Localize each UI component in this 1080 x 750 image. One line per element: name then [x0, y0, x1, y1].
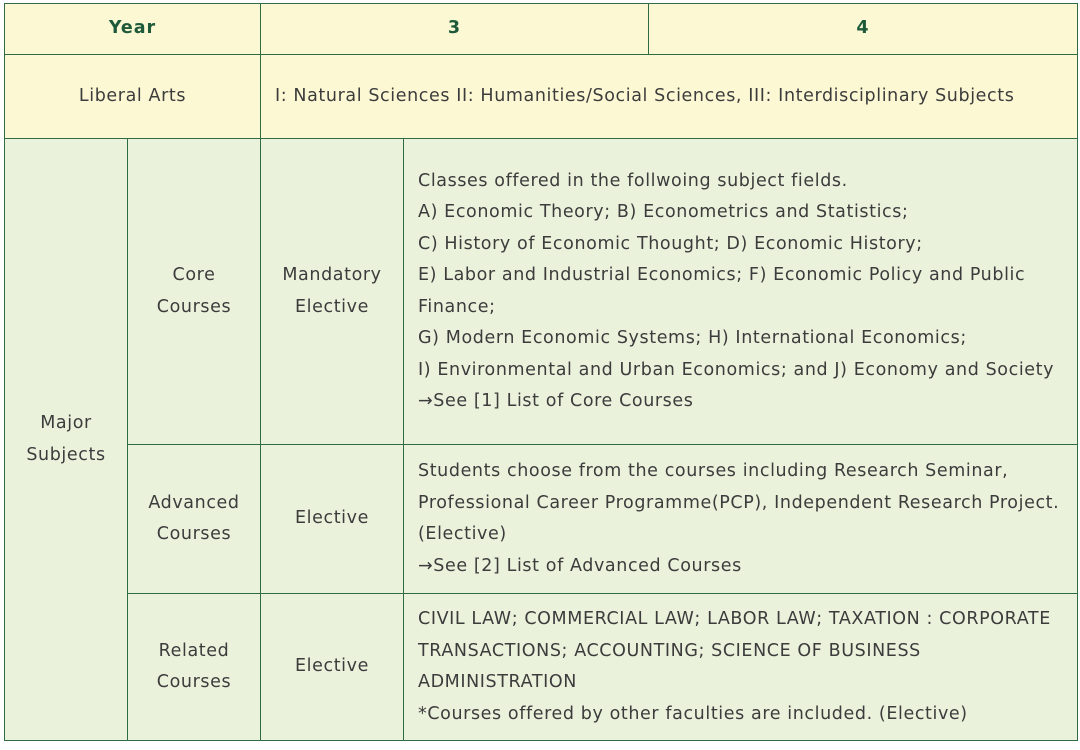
related-note: *Courses offered by other faculties are included. (Elective) [418, 703, 968, 724]
year-4-header: 4 [649, 4, 1078, 55]
advanced-courses-description [404, 445, 1078, 594]
related-courses-row [5, 594, 1078, 741]
major-subjects-label: Major Subjects [5, 139, 128, 741]
core-courses-description [404, 139, 1078, 445]
related-courses-type: Elective [261, 594, 404, 741]
advanced-courses-type: Elective [261, 445, 404, 594]
advanced-courses-row [5, 445, 1078, 594]
core-line: A) Economic Theory; B) Econometrics and Statistics; [418, 202, 909, 222]
header-row [5, 4, 1078, 55]
core-line: I) Environmental and Urban Economics; and J) Economy and Society [418, 359, 1055, 380]
curriculum-table [4, 3, 1078, 741]
core-line: Classes offered in the follwoing subject fields. [418, 170, 848, 191]
year-header: Year [5, 4, 261, 55]
advanced-see-link[interactable]: →See [2] List of Advanced Courses [418, 555, 742, 576]
related-courses-description [404, 594, 1078, 741]
core-courses-type: Mandatory Elective [261, 139, 404, 445]
core-courses-row [5, 139, 1078, 445]
advanced-line: Students choose from the courses including Research Seminar, Professional Career Programme(PCP), Independent Research Project. (Elective) [418, 461, 1060, 544]
liberal-arts-row [5, 55, 1078, 139]
liberal-arts-description: I: Natural Sciences II: Humanities/Social Sciences, III: Interdisciplinary Subjects [261, 55, 1078, 139]
core-line: E) Labor and Industrial Economics; F) Economic Policy and Public Finance; [418, 265, 1026, 317]
advanced-courses-label: Advanced Courses [128, 445, 261, 594]
related-courses-label: Related Courses [128, 594, 261, 741]
core-courses-label: Core Courses [128, 139, 261, 445]
related-line: CIVIL LAW; COMMERCIAL LAW; LABOR LAW; TAXATION : CORPORATE TRANSACTIONS; ACCOUNTING; SCIENCE OF BUSINESS ADMINISTRATION [418, 609, 1051, 692]
year-3-header: 3 [261, 4, 649, 55]
core-see-link[interactable]: →See [1] List of Core Courses [418, 391, 694, 411]
core-line: C) History of Economic Thought; D) Economic History; [418, 233, 923, 254]
core-line: G) Modern Economic Systems; H) International Economics; [418, 328, 967, 348]
liberal-arts-label: Liberal Arts [5, 55, 261, 139]
